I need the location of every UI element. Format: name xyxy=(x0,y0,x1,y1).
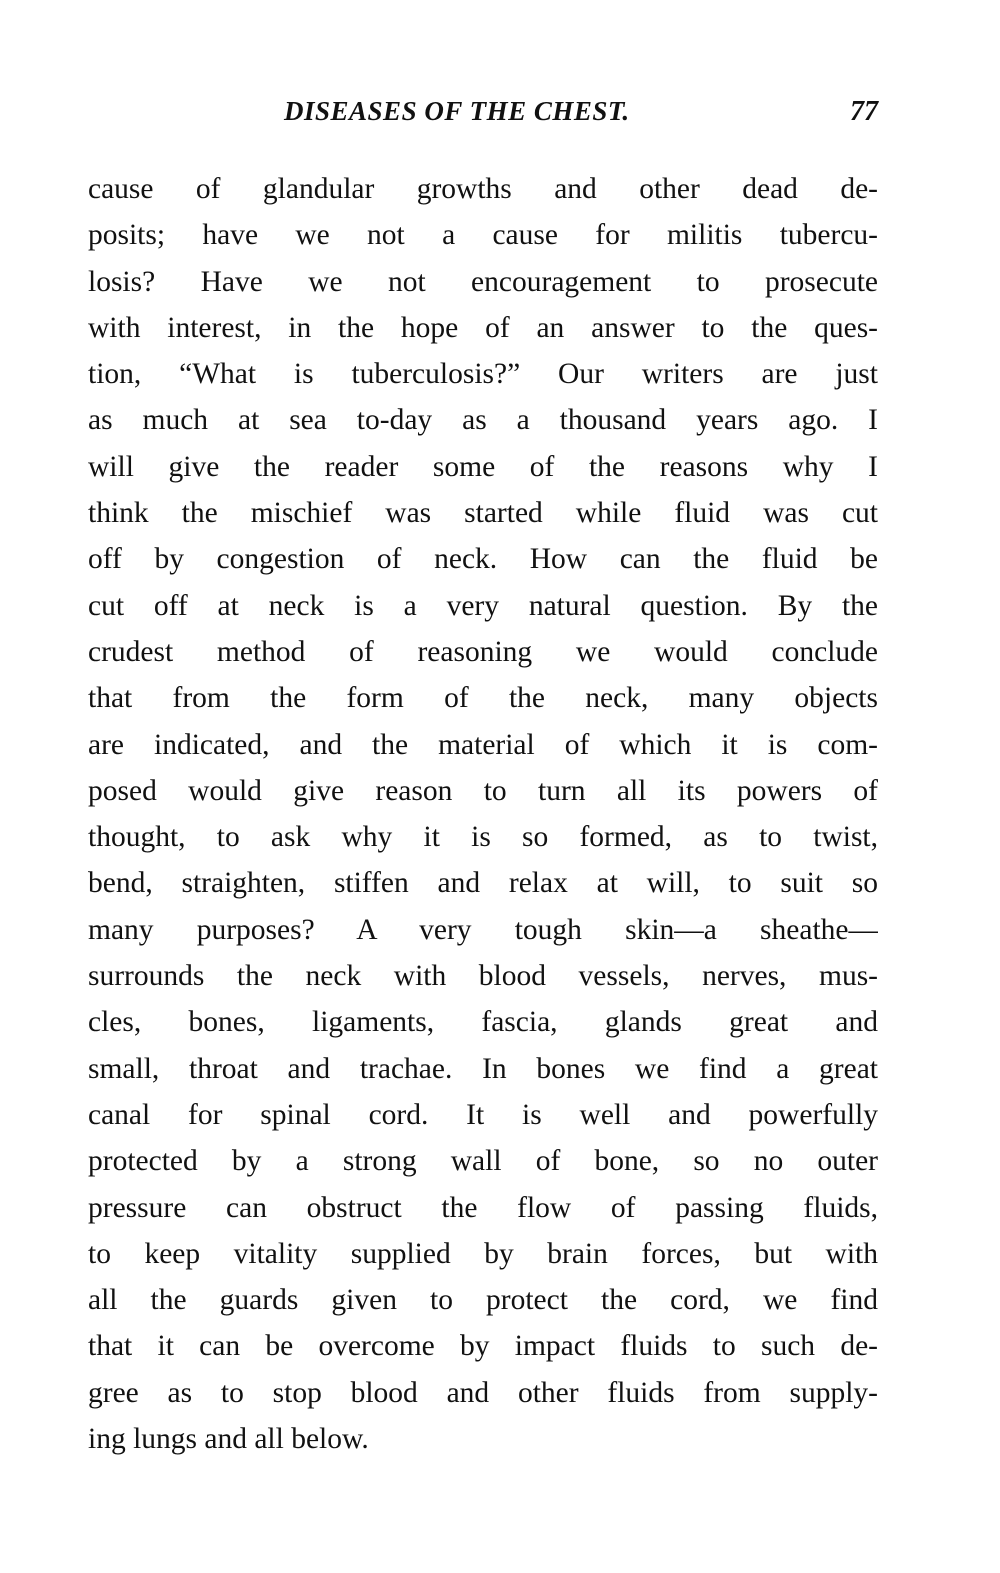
text-line: all the guards given to protect the cord, we find xyxy=(88,1284,878,1317)
text-line: to keep vitality supplied by brain forces, but with xyxy=(88,1237,878,1270)
text-line: tion, “What is tuberculosis?” Our writers are just xyxy=(88,358,878,391)
text-line: surrounds the neck with blood vessels, nerves, mus- xyxy=(88,960,878,993)
body-text xyxy=(88,166,878,1462)
text-line: with interest, in the hope of an answer to the ques- xyxy=(88,311,878,344)
text-line: gree as to stop blood and other fluids from supply- xyxy=(88,1376,878,1409)
text-line: will give the reader some of the reasons why I xyxy=(88,450,878,483)
running-head xyxy=(88,96,878,136)
text-line: losis? Have we not encouragement to prosecute xyxy=(88,265,878,298)
text-line: small, throat and trachae. In bones we find a great xyxy=(88,1052,878,1085)
text-line: cles, bones, ligaments, fascia, glands great and xyxy=(88,1006,878,1039)
text-line: posits; have we not a cause for militis tubercu- xyxy=(88,219,878,252)
text-line: bend, straighten, stiffen and relax at will, to suit so xyxy=(88,867,878,900)
text-line: cause of glandular growths and other dead de- xyxy=(88,173,878,205)
text-line: think the mischief was started while fluid was cut xyxy=(88,497,878,530)
text-line: pressure can obstruct the flow of passing fluids, xyxy=(88,1191,878,1224)
text-line-last: ing lungs and all below. xyxy=(88,1423,369,1456)
text-line: cut off at neck is a very natural question. By the xyxy=(88,589,878,622)
page-number: 77 xyxy=(850,96,878,127)
text-line: that from the form of the neck, many objects xyxy=(88,682,878,715)
text-line: posed would give reason to turn all its powers of xyxy=(88,774,878,807)
text-line: protected by a strong wall of bone, so no outer xyxy=(88,1145,878,1178)
text-line: thought, to ask why it is so formed, as to twist, xyxy=(88,821,878,854)
text-line: off by congestion of neck. How can the fluid be xyxy=(88,543,878,576)
text-line: are indicated, and the material of which it is com- xyxy=(88,728,878,761)
text-line: many purposes? A very tough skin—a sheathe— xyxy=(88,913,878,946)
text-line: as much at sea to-day as a thousand years ago. I xyxy=(88,404,878,437)
text-line: crudest method of reasoning we would conclude xyxy=(88,635,878,668)
text-line: that it can be overcome by impact fluids to such de- xyxy=(88,1330,878,1363)
text-line: canal for spinal cord. It is well and powerfully xyxy=(88,1098,878,1131)
running-title: DISEASES OF THE CHEST. xyxy=(284,96,630,126)
